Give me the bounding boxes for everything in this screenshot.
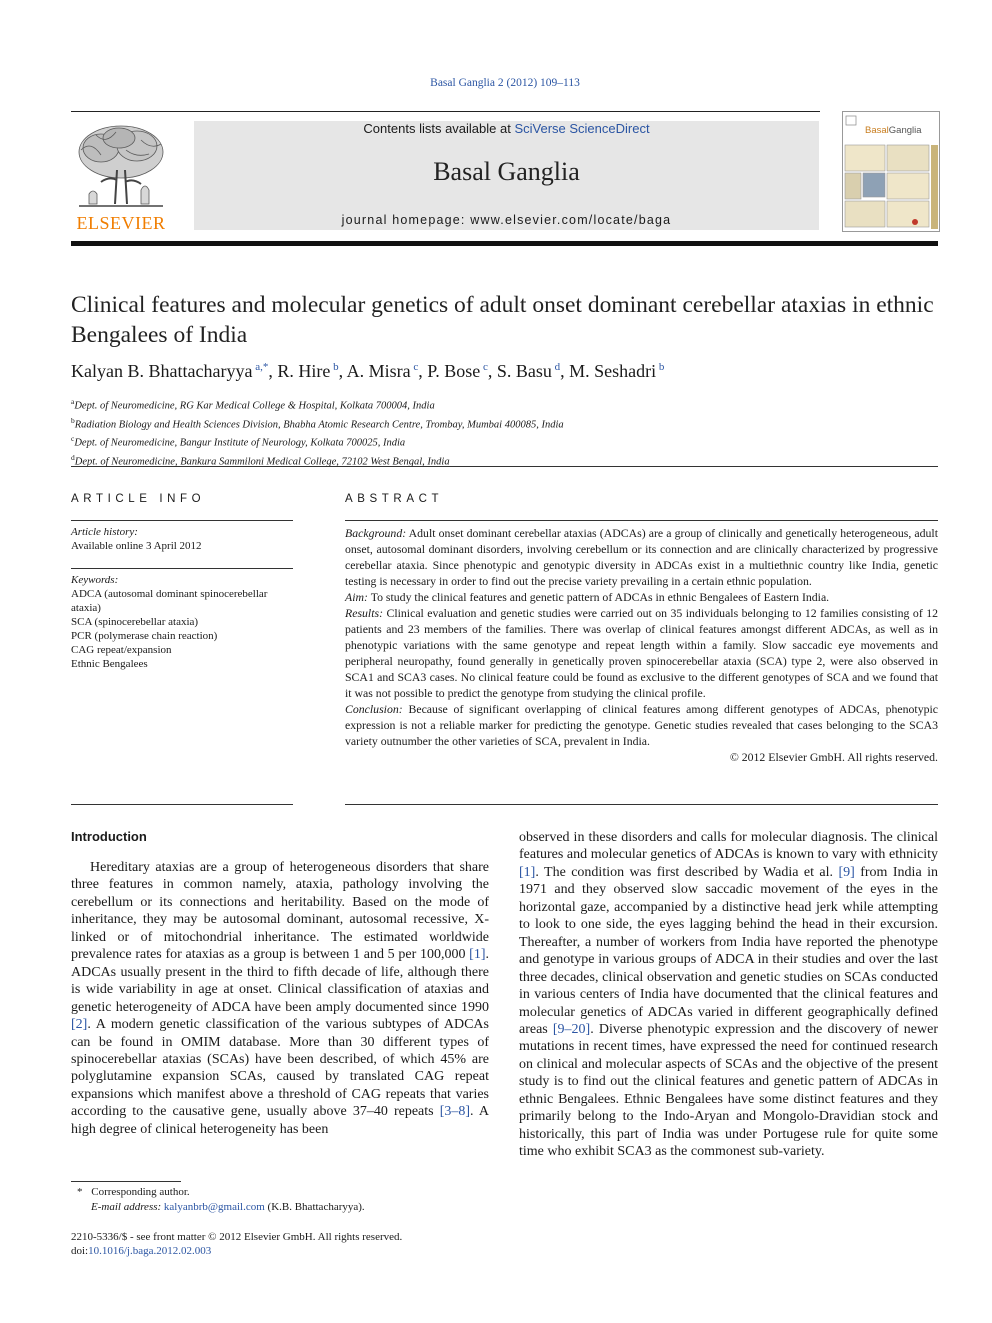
author-affiliation-mark[interactable]: b [330,361,339,373]
author-name: A. Misra [346,361,411,381]
reference-link[interactable]: [9–20] [552,1021,591,1037]
abstract-heading: ABSTRACT [345,493,444,505]
journal-citation[interactable]: Basal Ganglia 2 (2012) 109–113 [430,77,580,89]
affiliation-mark: a [71,397,75,406]
conclusion-text: Because of significant overlapping of clinical features among different genotypes of ADCAs, phenotypic expression is not a reliable marker for predicting the genotype. Genetic studies revealed that cases belonging to the SCA3 variety outnumber the other varieties of SCA, prevalent in India. [345,702,938,748]
cover-title-a: Basal [865,125,889,136]
affiliation-mark: d [71,452,75,462]
keywords-divider [71,568,293,569]
email-owner: (K.B. Bhattacharyya). [267,1201,365,1213]
author-separator: , [418,361,428,381]
affiliation-item [71,395,564,414]
affiliation-mark: b [71,415,75,425]
doi-link[interactable]: 10.1016/j.baga.2012.02.003 [88,1245,212,1257]
author-separator: , [560,361,570,381]
author-name: P. Bose [427,361,481,381]
header-thick-divider [71,241,938,246]
article-history [71,525,293,553]
abstract-aim [345,589,938,605]
article-info-heading: ARTICLE INFO [71,493,206,505]
author-separator: , [487,361,497,381]
journal-masthead [194,121,819,230]
email-note [71,1200,365,1215]
keyword-item: ADCA (autosomal dominant spinocerebellar ataxia) [71,588,268,614]
introduction-paragraph-1: Hereditary ataxias are a group of heterogeneous disorders that share three features in common namely, ataxia, pathology involving the cerebellum or its connections and heritability. Based on the mode of inheritance, they may be autosomal dominant, autosomal recessive, X-linked or of mitochondrial inheritance. The estimated worldwide prevalence rates for ataxias as a group is between 1 and 5 per 100,000 [1]. ADCAs usually present in the third to fifth decade of life, although there is wide variability in age at onset. Clinical classification of ataxias and genetic heterogeneity of ADCA have been amply documented since 1990 [2]. A modern genetic classification of the various subtypes of ADCAs can be found in OMIM database. More than 30 different types of spinocerebellar ataxias (SCAs) have been described, of which 45% are polyglutamine expansion SCAs, caused by translated CAG repeat expansions which manifest above a threshold of CAG repeats that varies according to the causative gene, usually above 37–40 repeats [3–8]. A high degree of clinical heterogeneity has been [71,860,489,1137]
affiliation-item [71,432,564,451]
reference-link[interactable]: [2] [71,1017,88,1033]
author-affiliation-mark[interactable]: a,* [252,361,269,373]
contents-prefix: Contents lists available at [363,121,515,136]
author-name: R. Hire [277,361,331,381]
elsevier-wordmark: ELSEVIER [76,213,166,233]
aim-text: To study the clinical features and genetic pattern of ADCAs in ethnic Bengalees of Eastern India. [370,590,830,604]
introduction-heading: Introduction [71,829,147,844]
abstract-copyright: © 2012 Elsevier GmbH. All rights reserved. [729,750,938,764]
corresponding-author-note [71,1185,365,1200]
abstract-bottom-divider [345,804,938,805]
author-affiliation-mark[interactable]: c [410,361,419,373]
abstract-body [345,525,938,765]
keyword-list [71,587,293,671]
cover-title [865,125,922,136]
article-title: Clinical features and molecular genetics of adult onset dominant cerebellar ataxias in ethnic Bengalees of India [71,292,934,348]
doi-label: doi: [71,1245,89,1257]
conclusion-label: Conclusion: [345,702,403,716]
author-list [71,361,664,382]
keywords-label: Keywords: [71,574,119,586]
elsevier-logo [71,120,171,234]
sciencedirect-link[interactable]: SciVerse ScienceDirect [514,121,650,136]
affiliation-item [71,414,564,433]
article-history-value: Available online 3 April 2012 [71,540,202,552]
corresponding-mark: * [77,1186,83,1198]
abstract-background [345,525,938,589]
body-column-left [71,829,489,1138]
background-label: Background: [345,526,407,540]
keywords-block [71,573,293,671]
affiliation-list [71,395,564,469]
footnote-divider [71,1181,181,1182]
author-affiliation-mark[interactable]: b [656,361,665,373]
results-label: Results: [345,606,384,620]
article-info-divider [71,520,293,521]
author-affiliation-mark[interactable]: c [480,361,488,373]
footnotes [71,1185,365,1215]
aim-label: Aim: [345,590,368,604]
info-top-divider [71,466,938,467]
affiliation-text: Dept. of Neuromedicine, Bangur Institute of Neurology, Kolkata 700025, India [74,437,406,449]
elsevier-tree-icon [71,120,171,212]
contents-line [194,121,819,136]
reference-link[interactable]: [1] [519,864,536,880]
issn-doi-block [71,1230,402,1258]
top-divider [71,111,820,112]
reference-link[interactable]: [9] [838,864,855,880]
abstract-divider [345,520,938,521]
background-text: Adult onset dominant cerebellar ataxias (ADCAs) are a group of clinically and genetically heterogeneous, adult onset, autosomal dominant disorders, involving cerebellum or its connection and are clinically characterized by progressive cerebellar ataxia. Since phenotypic and genotypic diversity in ADCAs exist in a multiethnic country like India, genetic testing is necessary in order to find out the precise variety prevailing in a certain ethnic population. [345,526,938,588]
introduction-paragraph-2: observed in these disorders and calls for molecular diagnosis. The clinical features and molecular genetics of ADCAs is known to vary with ethnicity [1]. The condition was first described by Wadia et al. [9] from India in 1971 and they observed slow saccadic movement of the eyes in the horizontal gaze, accompanied by a distinctive head jerk while attempting to look to one side, the eyes lagging behind the head in their excursion. Thereafter, a number of workers from India have reported the phenotype and genotype in various groups of ADCA in their studies and over the last three decades, clinical observation and genetic studies on SCAs conducted in various centers of India have documented that the clinical features and molecular genetics of ADCAs varied in different geographically defined areas [9–20]. Diverse phenotypic expression and the discovery of newer mutations in recent times, have expressed the need for continued research on clinical and molecular aspects of SCAs and the objective of the present study is to find out the clinical features and genetic pattern of ADCAs in ethnic Bengalees. Ethnic Bengalees have some distinct features and they primarily belong to the Indo-Aryan and Mongolo-Dravidian stock and historically, this part of India was under Portugese rule for quite some time who exhibit SCA3 as the commonest sub-variety. [519,830,938,1160]
keyword-item: PCR (polymerase chain reaction) [71,630,218,642]
abstract-conclusion [345,701,938,749]
reference-link[interactable]: [3–8] [439,1104,471,1120]
journal-cover[interactable] [842,111,940,232]
abstract-results [345,605,938,701]
affiliation-text: Dept. of Neuromedicine, Bankura Sammiloni Medical College, 72102 West Bengal, India [74,456,450,467]
issn-line: 2210-5336/$ - see front matter © 2012 Elsevier GmbH. All rights reserved. [71,1231,403,1243]
affiliation-mark: c [71,434,75,443]
body-column-right [519,829,938,1161]
reference-link[interactable]: [1] [469,947,486,963]
journal-homepage[interactable]: journal homepage: www.elsevier.com/locate/baga [341,213,672,227]
doi-line [71,1244,402,1258]
results-text: Clinical evaluation and genetic studies were carried out on 35 individuals belonging to 12 families consisting of 12 patients and 23 members of the families. There was overlap of clinical features amongst different ADCAs, as well as in phenotypic variations with the same genotype and repeat length within a family. Slow saccadic eye movements and peripheral neuropathy, found generally in genetically proven spinocerebellar ataxia (SCA) type 2, were also observed in SCA1 and SCA3 cases. No clinical feature could be found as exclusive to the different genotypes of SCA and we found that it was not possible to predict the genotype from studying the clinical profile. [345,606,938,700]
author-name: S. Basu [496,361,552,381]
cover-title-b: Ganglia [888,125,922,136]
email-label: E-mail address: [91,1201,162,1213]
info-bottom-divider [71,804,293,805]
author-separator: , [268,361,278,381]
article-history-label: Article history: [71,526,138,538]
keyword-item: CAG repeat/expansion [71,644,172,656]
keyword-item: SCA (spinocerebellar ataxia) [71,616,199,628]
email-link[interactable]: kalyanbrb@gmail.com [163,1201,265,1213]
affiliation-text: Radiation Biology and Health Sciences Division, Bhabha Atomic Research Centre, Trombay, Mumbai 400085, India [74,419,564,430]
author-separator: , [338,361,347,381]
author-affiliation-mark[interactable]: d [551,361,561,373]
affiliation-text: Dept. of Neuromedicine, RG Kar Medical College & Hospital, Kolkata 700004, India [74,400,435,412]
journal-title: Basal Ganglia [433,157,580,186]
author-name: Kalyan B. Bhattacharyya [71,361,253,381]
keyword-item: Ethnic Bengalees [71,658,148,670]
author-name: M. Seshadri [569,361,657,381]
corresponding-text: Corresponding author. [91,1186,190,1198]
